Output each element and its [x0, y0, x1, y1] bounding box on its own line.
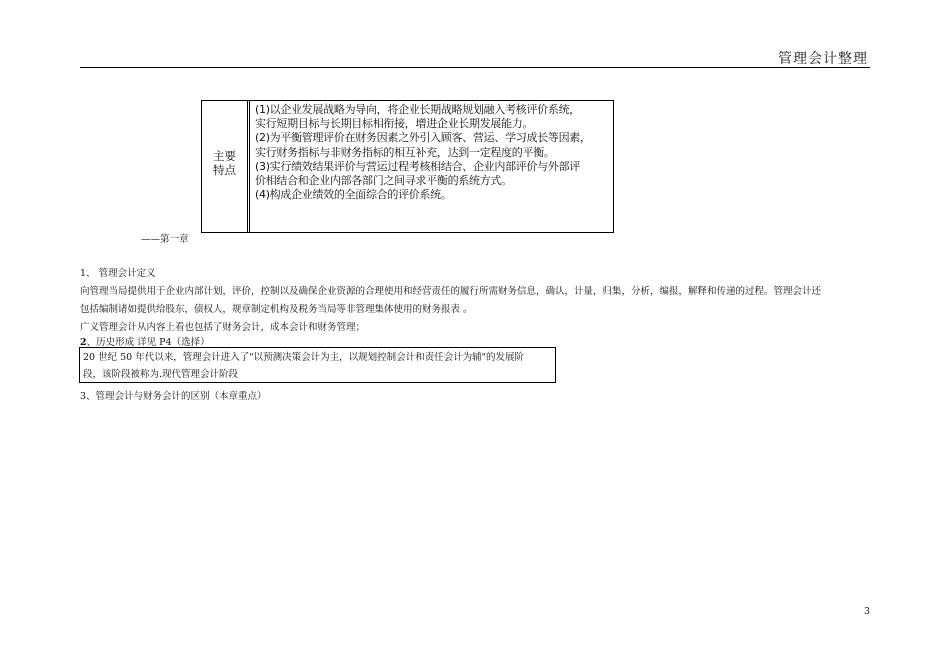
section2-heading-text: 、历史形成 详见 P4（选择） — [86, 337, 210, 348]
section1-paragraph-line3: 广义管理会计从内容上看也包括了财务会计，成本会计和财务管理； — [80, 322, 366, 333]
feature-line: (3)实行绩效结果评价与营运过程考核相结合、企业内部评价与外部评 — [255, 159, 580, 173]
feature-line: 价相结合和企业内部各部门之间寻求平衡的系统方式。 — [255, 174, 512, 188]
features-label-cell — [202, 101, 248, 232]
features-label-line1: 主要 — [213, 148, 236, 163]
feature-line: 实行短期目标与长期目标相衔接，增进企业长期发展能力。 — [255, 117, 534, 131]
features-table — [201, 100, 614, 233]
feature-line: (4)构成企业绩效的全面综合的评价系统。 — [255, 188, 452, 202]
history-highlight-box — [79, 347, 556, 383]
section1-paragraph-line1: 向管理当局提供用于企业内部计划，评价，控制以及确保企业资源的合理使用和经营责任的履行所需财务信息，确认，计量，归集，分析，编报，解释和传递的过程。管理会计还 — [80, 286, 822, 297]
header-rule — [80, 67, 870, 68]
history-box-line2: 段，该阶段被称为.现代管理会计阶段 — [83, 369, 239, 380]
chapter-mark: ——第一章 — [141, 234, 189, 245]
feature-line: (1)以企业发展战略为导向，将企业长期战略规划融入考核评价系统， — [255, 103, 580, 116]
history-box-line1: 20 世纪 50 年代以来，管理会计进入了"以预测决策会计为主，以规划控制会计和责任会计为辅"的发展阶 — [83, 352, 524, 363]
section3-heading: 3、管理会计与财务会计的区别（本章重点） — [80, 391, 267, 402]
feature-line: 实行财务指标与非财务指标的相互补充，达到一定程度的平衡。 — [255, 145, 555, 159]
running-header-title: 管理会计整理 — [778, 51, 868, 67]
page-number: 3 — [863, 606, 870, 617]
features-label-line2: 特点 — [213, 162, 236, 177]
section2-number: 2 — [80, 337, 87, 348]
features-content-cell — [249, 101, 595, 232]
section2-heading — [80, 334, 210, 348]
section1-heading: 1、 管理会计定义 — [80, 268, 156, 279]
feature-line: (2)为平衡管理评价在财务因素之外引入顾客、营运、学习成长等因素， — [255, 131, 591, 145]
section1-paragraph-line2: 包括编制诸如提供给股东，债权人，规章制定机构及税务当局等非管理集体使用的财务报表 。 — [80, 304, 473, 315]
